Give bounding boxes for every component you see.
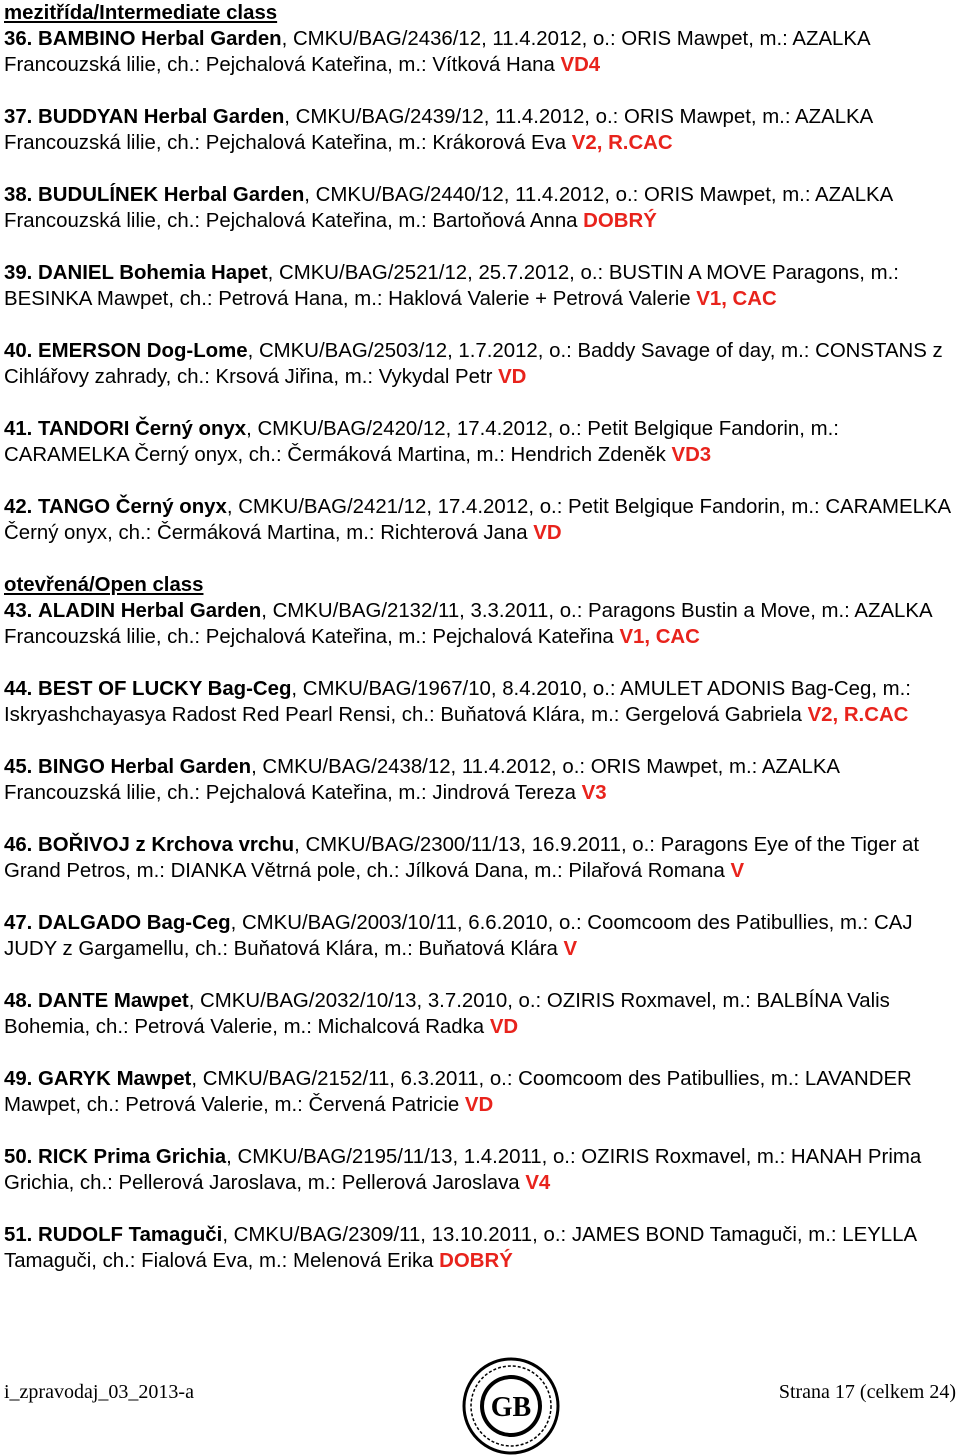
entry-details: , CMKU/BAG/2438/12, 11.4.2012, o.: ORIS Mawpet, m.: AZALKA Francouzská lilie, ch.: Pejchalová Kateřina, m.: Jindrová Tereza xyxy=(4,756,839,804)
entry-grade: VD xyxy=(489,1016,519,1038)
dog-name: TANGO Černý onyx xyxy=(38,496,227,518)
entry-number: 47. xyxy=(4,912,33,934)
entry-number: 45. xyxy=(4,756,33,778)
entry-38 xyxy=(4,182,956,234)
entry-43 xyxy=(4,598,956,650)
entry-grade: V2, R.CAC xyxy=(807,704,909,726)
entry-41 xyxy=(4,416,956,468)
entry-grade: V2, R.CAC xyxy=(571,132,673,154)
entry-grade: V1, CAC xyxy=(619,626,700,648)
dog-name: DANTE Mawpet xyxy=(38,990,189,1012)
entry-number: 39. xyxy=(4,262,33,284)
entry-48 xyxy=(4,988,956,1040)
entry-number: 51. xyxy=(4,1224,33,1246)
dog-name: ALADIN Herbal Garden xyxy=(38,600,262,622)
entry-number: 46. xyxy=(4,834,33,856)
entry-36 xyxy=(4,26,956,78)
entry-grade: VD4 xyxy=(560,54,601,76)
entry-details: , CMKU/BAG/2503/12, 1.7.2012, o.: Baddy Savage of day, m.: CONSTANS z Cihlářovy zahrady, ch.: Krsová Jiřina, m.: Vykydal Petr xyxy=(4,340,943,388)
dog-name: BUDDYAN Herbal Garden xyxy=(38,106,285,128)
entry-grade: DOBRÝ xyxy=(583,210,657,232)
dog-name: BAMBINO Herbal Garden xyxy=(38,28,282,50)
entry-details: , CMKU/BAG/2439/12, 11.4.2012, o.: ORIS Mawpet, m.: AZALKA Francouzská lilie, ch.: Pejchalová Kateřina, m.: Krákorová Eva xyxy=(4,106,873,154)
entry-40 xyxy=(4,338,956,390)
entry-number: 50. xyxy=(4,1146,33,1168)
dog-name: BUDULÍNEK Herbal Garden xyxy=(38,184,305,206)
entry-grade: VD xyxy=(498,366,527,388)
entry-details: , CMKU/BAG/2003/10/11, 6.6.2010, o.: Coomcoom des Patibullies, m.: CAJ JUDY z Gargamellu, ch.: Buňatová Klára, m.: Buňatová Klára xyxy=(4,912,913,960)
entry-details: , CMKU/BAG/2032/10/13, 3.7.2010, o.: OZIRIS Roxmavel, m.: BALBÍNA Valis Bohemia, ch.: Petrová Valerie, m.: Michalcová Radka xyxy=(4,990,890,1038)
entry-details: , CMKU/BAG/2420/12, 17.4.2012, o.: Petit Belgique Fandorin, m.: CARAMELKA Černý onyx, ch.: Čermáková Martina, m.: Hendrich Zdeněk xyxy=(4,418,839,466)
entry-details: , CMKU/BAG/2440/12, 11.4.2012, o.: ORIS Mawpet, m.: AZALKA Francouzská lilie, ch.: Pejchalová Kateřina, m.: Bartoňová Anna xyxy=(4,184,893,232)
dog-name: RUDOLF Tamaguči xyxy=(38,1224,223,1246)
entry-details: , CMKU/BAG/2300/11/13, 16.9.2011, o.: Paragons Eye of the Tiger at Grand Petros, m.: DIANKA Větrná pole, ch.: Jílková Dana, m.: Pilařová Romana xyxy=(4,834,920,882)
entry-details: , CMKU/BAG/1967/10, 8.4.2010, o.: AMULET ADONIS Bag-Ceg, m.: Iskryashchayasya Radost Red Pearl Rensi, ch.: Buňatová Klára, m.: Gergelová Gabriela xyxy=(4,678,911,726)
entry-number: 48. xyxy=(4,990,33,1012)
entry-details: , CMKU/BAG/2152/11, 6.3.2011, o.: Coomcoom des Patibullies, m.: LAVANDER Mawpet, ch.: Petrová Valerie, m.: Červená Patricie xyxy=(4,1068,912,1116)
entry-grade: VD xyxy=(533,522,562,544)
entry-grade: DOBRÝ xyxy=(439,1250,513,1272)
dog-name: TANDORI Černý onyx xyxy=(38,418,247,440)
entry-number: 42. xyxy=(4,496,33,518)
entry-number: 37. xyxy=(4,106,33,128)
entry-details: , CMKU/BAG/2195/11/13, 1.4.2011, o.: OZIRIS Roxmavel, m.: HANAH Prima Grichia, ch.: Pellerová Jaroslava, m.: Pellerová Jaroslava xyxy=(4,1146,922,1194)
entry-details: , CMKU/BAG/2132/11, 3.3.2011, o.: Paragons Bustin a Move, m.: AZALKA Francouzská lilie, ch.: Pejchalová Kateřina, m.: Pejchalová Kateřina xyxy=(4,600,932,648)
entry-number: 49. xyxy=(4,1068,33,1090)
entry-42 xyxy=(4,494,956,546)
entry-grade: VD xyxy=(464,1094,494,1116)
entry-37 xyxy=(4,104,956,156)
entry-number: 44. xyxy=(4,678,33,700)
entry-details: , CMKU/BAG/2309/11, 13.10.2011, o.: JAMES BOND Tamaguči, m.: LEYLLA Tamaguči, ch.: Fialová Eva, m.: Melenová Erika xyxy=(4,1224,916,1272)
dog-name: EMERSON Dog-Lome xyxy=(38,340,248,362)
dog-name: GARYK Mawpet xyxy=(38,1068,192,1090)
entry-number: 43. xyxy=(4,600,33,622)
entry-51 xyxy=(4,1222,956,1274)
club-logo xyxy=(461,1356,561,1456)
class-heading-intermediate: mezitřída/Intermediate class xyxy=(4,2,278,24)
entry-grade: V xyxy=(730,860,745,882)
entry-grade: V4 xyxy=(525,1172,551,1194)
entry-grade: V1, CAC xyxy=(696,288,777,310)
entry-45 xyxy=(4,754,956,806)
entry-grade: V3 xyxy=(581,782,607,804)
entry-46 xyxy=(4,832,956,884)
dog-name: RICK Prima Grichia xyxy=(38,1146,227,1168)
footer-filename: i_zpravodaj_03_2013-a xyxy=(4,1381,194,1403)
footer-page-number: Strana 17 (celkem 24) xyxy=(778,1381,956,1403)
entry-49 xyxy=(4,1066,956,1118)
dog-name: BINGO Herbal Garden xyxy=(38,756,252,778)
entry-number: 36. xyxy=(4,28,33,50)
dog-name: DANIEL Bohemia Hapet xyxy=(38,262,268,284)
entry-number: 41. xyxy=(4,418,33,440)
entry-number: 40. xyxy=(4,340,33,362)
dog-name: BEST OF LUCKY Bag-Ceg xyxy=(38,678,292,700)
entry-number: 38. xyxy=(4,184,33,206)
entry-44 xyxy=(4,676,956,728)
entry-grade: VD3 xyxy=(671,444,712,466)
class-heading-open: otevřená/Open class xyxy=(4,574,204,596)
entry-details: , CMKU/BAG/2436/12, 11.4.2012, o.: ORIS Mawpet, m.: AZALKA Francouzská lilie, ch.: Pejchalová Kateřina, m.: Vítková Hana xyxy=(4,28,870,76)
entry-grade: V xyxy=(563,938,578,960)
logo-initials: GB xyxy=(490,1392,532,1423)
entry-details: , CMKU/BAG/2521/12, 25.7.2012, o.: BUSTIN A MOVE Paragons, m.: BESINKA Mawpet, ch.: Petrová Hana, m.: Haklová Valerie + Petrová Valerie xyxy=(4,262,899,310)
entry-47 xyxy=(4,910,956,962)
entry-details: , CMKU/BAG/2421/12, 17.4.2012, o.: Petit Belgique Fandorin, m.: CARAMELKA Černý onyx, ch.: Čermáková Martina, m.: Richterová Jana xyxy=(4,496,950,544)
document-body xyxy=(4,0,956,1300)
entry-39 xyxy=(4,260,956,312)
dog-name: BOŘIVOJ z Krchova vrchu xyxy=(38,834,295,856)
entry-50 xyxy=(4,1144,956,1196)
dog-name: DALGADO Bag-Ceg xyxy=(38,912,231,934)
